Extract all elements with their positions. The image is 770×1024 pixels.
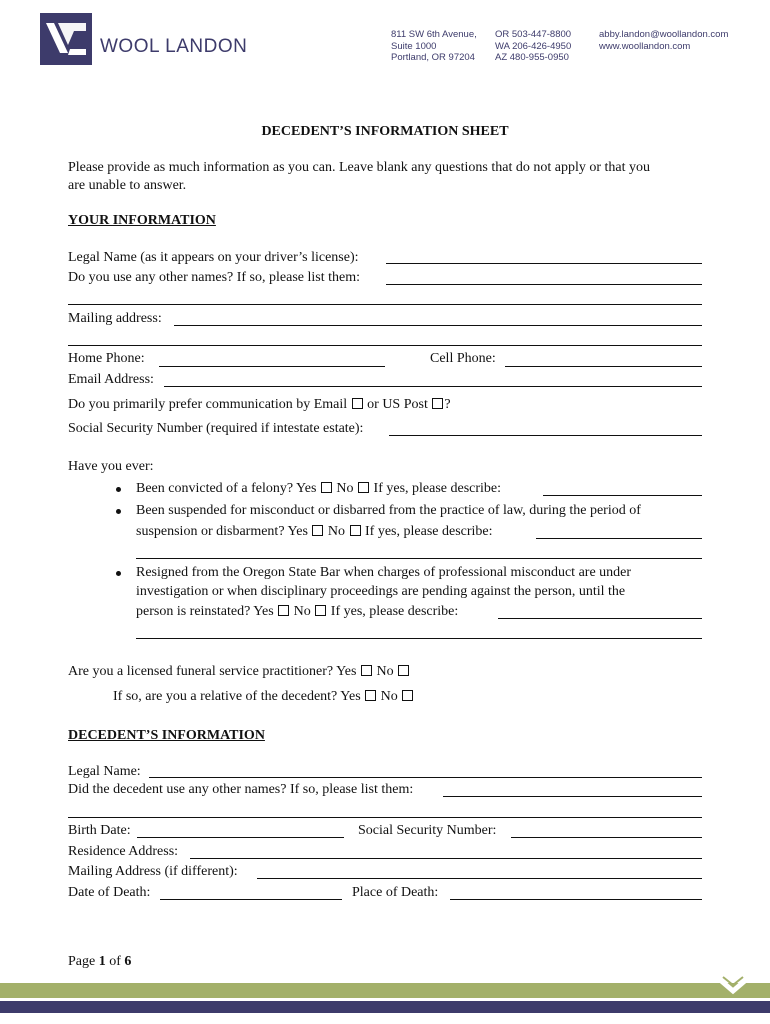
suspended-question-line: Been suspended for misconduct or disbarred from the practice of law, during the period of xyxy=(136,503,641,518)
decedent-ssn-label: Social Security Number: xyxy=(358,823,497,838)
mailing-address-field[interactable] xyxy=(174,325,702,326)
communication-preference xyxy=(68,397,451,413)
relative-question xyxy=(113,689,414,705)
page-number xyxy=(68,954,131,970)
other-names-label: Do you use any other names? If so, please list them: xyxy=(68,270,360,285)
office-address xyxy=(391,29,477,64)
suspended-question xyxy=(136,524,493,540)
page-of: of xyxy=(109,954,121,969)
wool-landon-logo-icon xyxy=(40,13,92,65)
address-line: Portland, OR 97204 xyxy=(391,52,475,63)
resigned-no-checkbox[interactable] xyxy=(315,605,326,616)
felony-question xyxy=(136,481,501,497)
home-phone-label: Home Phone: xyxy=(68,351,145,366)
mailing-address-label: Mailing address: xyxy=(68,311,162,326)
suspended-question-text: suspension or disbarment? xyxy=(136,524,285,539)
document-title: DECEDENT’S INFORMATION SHEET xyxy=(261,124,509,139)
no-label: No xyxy=(293,604,311,619)
residence-address-label: Residence Address: xyxy=(68,844,179,859)
funeral-question-text: Are you a licensed funeral service practitioner? xyxy=(68,664,334,679)
date-of-death-label: Date of Death: xyxy=(68,885,151,900)
office-phones xyxy=(495,29,571,64)
no-label: No xyxy=(336,481,354,496)
resigned-question xyxy=(136,604,458,620)
home-phone-field[interactable] xyxy=(159,366,385,367)
bullet-icon xyxy=(116,571,121,576)
resigned-question-line: Resigned from the Oregon State Bar when charges of professional misconduct are under xyxy=(136,565,632,580)
email-address-label: Email Address: xyxy=(68,372,154,387)
phone-line: OR 503-447-8800 xyxy=(495,29,572,40)
mailing-address-field-extra[interactable] xyxy=(68,345,702,346)
office-contact xyxy=(599,29,728,52)
intro-line: Please provide as much information as you can. Leave blank any questions that do not apply or that you xyxy=(68,160,651,175)
address-line: Suite 1000 xyxy=(391,40,437,52)
funeral-yes-checkbox[interactable] xyxy=(361,665,372,676)
suspended-describe-field[interactable] xyxy=(536,538,702,539)
page-total: 6 xyxy=(124,954,132,969)
decedent-other-names-label: Did the decedent use any other names? If so, please list them: xyxy=(68,782,414,797)
place-of-death-field[interactable] xyxy=(450,899,702,900)
place-of-death-label: Place of Death: xyxy=(352,885,439,900)
decedent-legal-name-label: Legal Name: xyxy=(68,764,141,779)
felony-question-text: Been convicted of a felony? xyxy=(136,481,294,496)
page-current: 1 xyxy=(98,954,106,969)
legal-name-field[interactable] xyxy=(386,263,702,264)
email-link[interactable]: abby.landon@woollandon.com xyxy=(599,29,729,40)
funeral-practitioner-question xyxy=(68,664,410,680)
yes-label: Yes xyxy=(340,689,361,704)
bullet-icon xyxy=(116,487,121,492)
legal-name-label: Legal Name (as it appears on your driver’s license): xyxy=(68,250,359,265)
have-you-ever-label: Have you ever: xyxy=(68,459,154,474)
birth-date-field[interactable] xyxy=(137,837,344,838)
email-address-field[interactable] xyxy=(164,386,702,387)
resigned-yes-checkbox[interactable] xyxy=(278,605,289,616)
ssn-field[interactable] xyxy=(389,435,702,436)
decedent-ssn-field[interactable] xyxy=(511,837,702,838)
felony-no-checkbox[interactable] xyxy=(358,482,369,493)
describe-label: If yes, please describe: xyxy=(365,524,493,539)
suspended-yes-checkbox[interactable] xyxy=(312,525,323,536)
bullet-icon xyxy=(116,509,121,514)
relative-no-checkbox[interactable] xyxy=(402,690,413,701)
other-names-field[interactable] xyxy=(386,284,702,285)
decedent-other-names-field[interactable] xyxy=(443,796,702,797)
residence-address-field[interactable] xyxy=(190,858,702,859)
funeral-no-checkbox[interactable] xyxy=(398,665,409,676)
preference-option-label: or US Post xyxy=(367,397,428,412)
relative-question-text: If so, are you a relative of the decedent? xyxy=(113,689,338,704)
ssn-label: Social Security Number (required if intestate estate): xyxy=(68,421,364,436)
suspended-no-checkbox[interactable] xyxy=(350,525,361,536)
felony-describe-field[interactable] xyxy=(543,495,702,496)
footer-navy-band xyxy=(0,1001,770,1013)
your-information-heading: YOUR INFORMATION xyxy=(68,213,216,228)
phone-line: WA 206-426-4950 xyxy=(495,40,572,52)
phone-line: AZ 480-955-0950 xyxy=(495,52,569,63)
felony-yes-checkbox[interactable] xyxy=(321,482,332,493)
footer-green-band xyxy=(0,983,770,998)
page-label: Page xyxy=(68,954,96,969)
resigned-question-text: person is reinstated? xyxy=(136,604,251,619)
yes-label: Yes xyxy=(253,604,274,619)
no-label: No xyxy=(380,689,398,704)
resigned-describe-field[interactable] xyxy=(498,618,702,619)
yes-label: Yes xyxy=(296,481,317,496)
email-checkbox[interactable] xyxy=(352,398,363,409)
decedent-legal-name-field[interactable] xyxy=(149,777,702,778)
chevron-down-icon xyxy=(717,975,749,1002)
intro-line: are unable to answer. xyxy=(68,178,187,193)
brand-name: WOOL LANDON xyxy=(100,36,248,57)
cell-phone-field[interactable] xyxy=(505,366,702,367)
no-label: No xyxy=(376,664,394,679)
describe-label: If yes, please describe: xyxy=(373,481,502,496)
cell-phone-label: Cell Phone: xyxy=(430,351,496,366)
decedent-other-names-field-extra[interactable] xyxy=(68,817,702,818)
yes-label: Yes xyxy=(336,664,357,679)
birth-date-label: Birth Date: xyxy=(68,823,131,838)
address-line: 811 SW 6th Avenue, xyxy=(391,29,477,40)
decedent-information-heading: DECEDENT’S INFORMATION xyxy=(68,728,265,743)
preference-question: Do you primarily prefer communication by Email xyxy=(68,397,348,412)
suspended-describe-field-extra[interactable] xyxy=(136,558,702,559)
resigned-describe-field-extra[interactable] xyxy=(136,638,702,639)
decedent-mailing-field[interactable] xyxy=(257,878,702,879)
date-of-death-field[interactable] xyxy=(160,899,342,900)
decedent-mailing-label: Mailing Address (if different): xyxy=(68,864,238,879)
resigned-question-line: investigation or when disciplinary proceedings are pending against the person, until the xyxy=(136,584,626,599)
no-label: No xyxy=(327,524,346,539)
yes-label: Yes xyxy=(287,524,308,539)
question-mark: ? xyxy=(444,397,451,412)
relative-yes-checkbox[interactable] xyxy=(365,690,376,701)
website-link[interactable]: www.woollandon.com xyxy=(599,40,691,52)
us-post-checkbox[interactable] xyxy=(432,398,443,409)
describe-label: If yes, please describe: xyxy=(330,604,459,619)
other-names-field-extra[interactable] xyxy=(68,304,702,305)
